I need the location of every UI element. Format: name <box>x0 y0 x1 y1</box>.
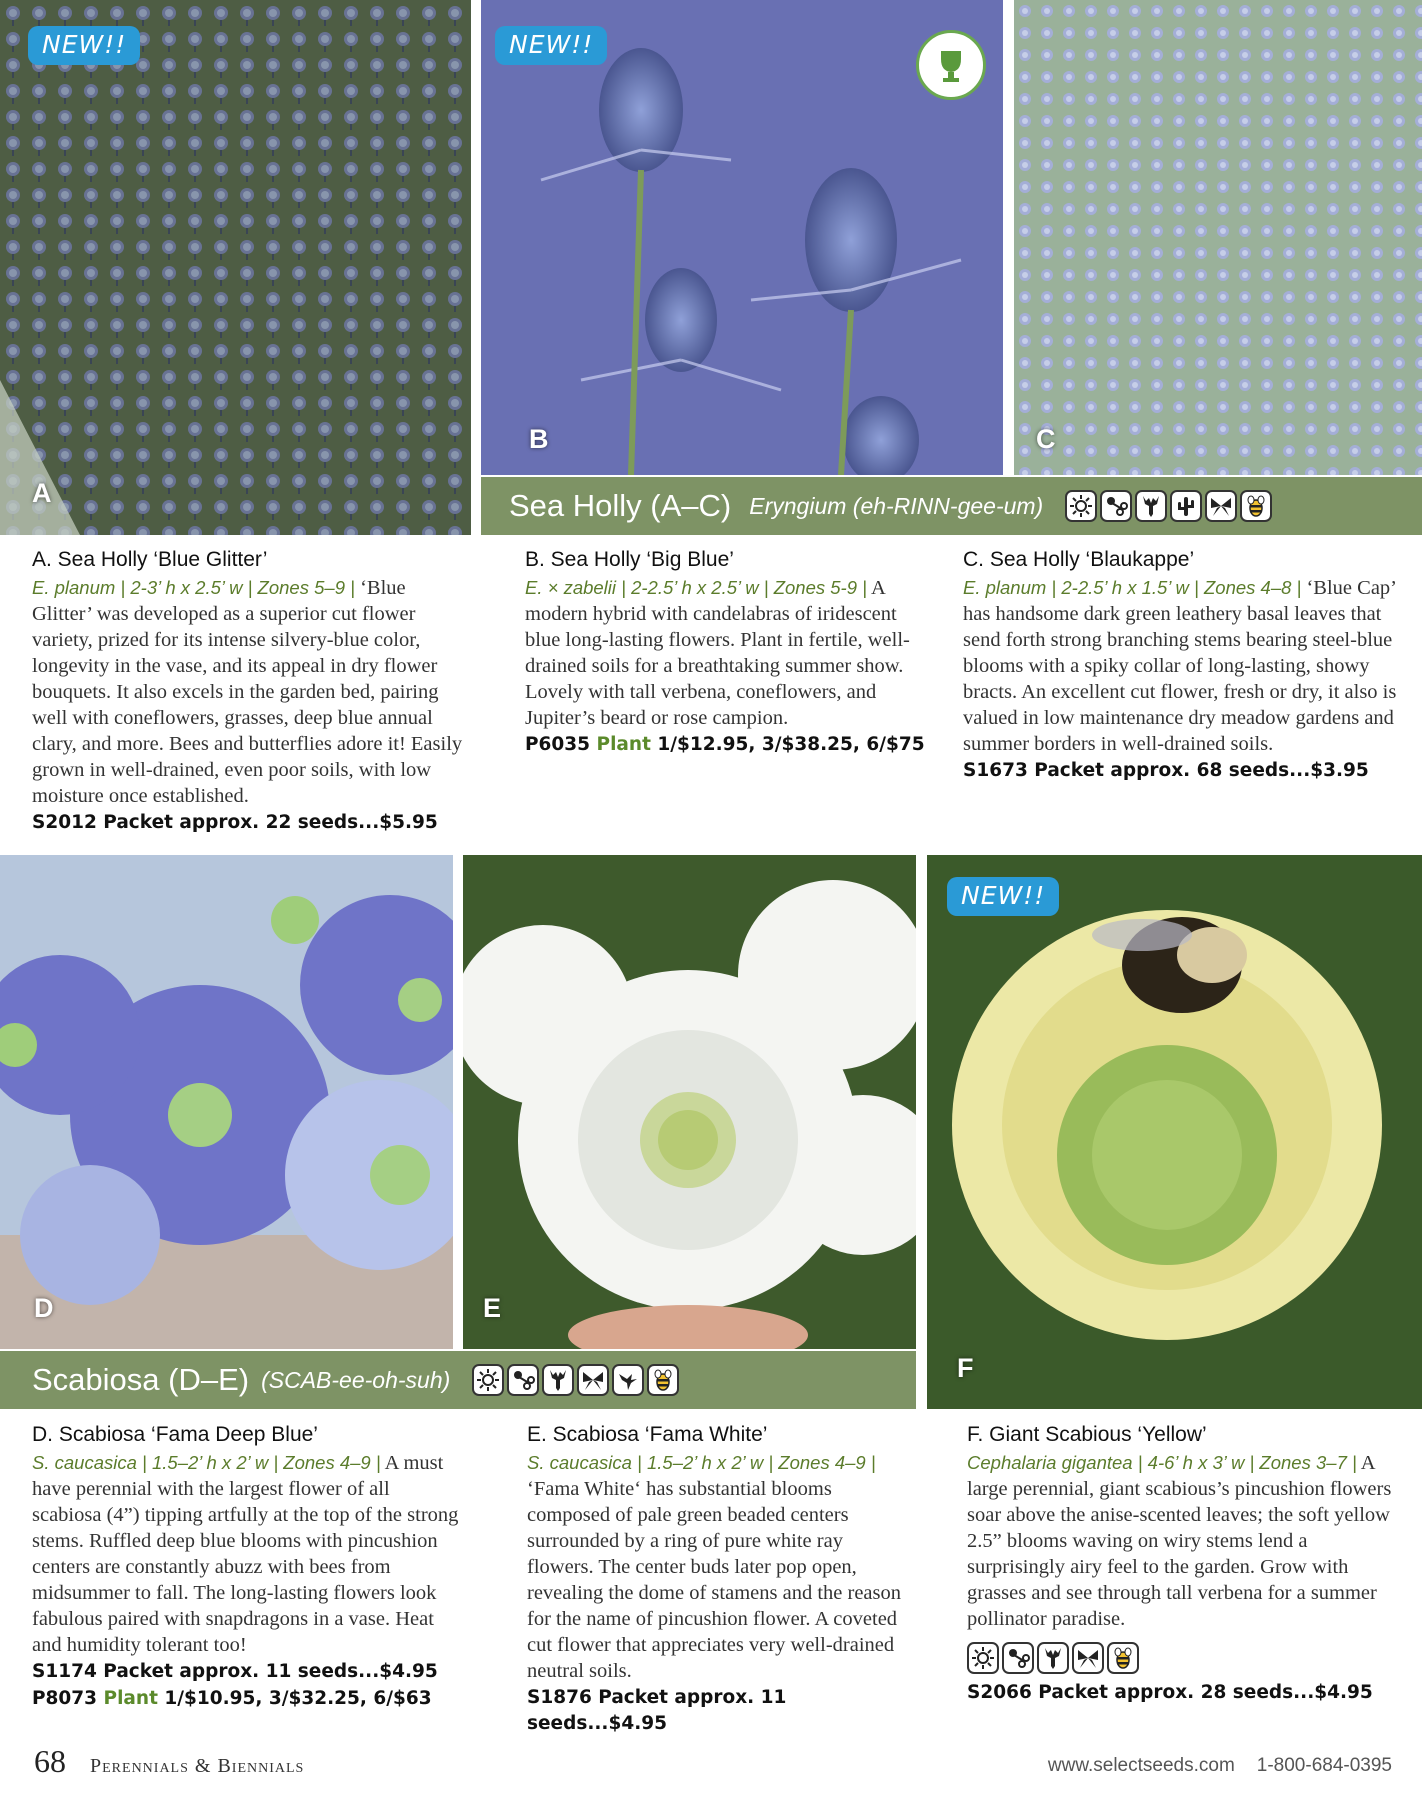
photo-letter-b: B <box>529 424 549 454</box>
attribute-icons <box>967 1642 1392 1674</box>
product-entry-b <box>525 547 925 758</box>
photo-scabiosa-fama-white <box>463 855 916 1349</box>
product-specs: Cephalaria gigantea | 4-6’ h x 3’ w | Zones 3–7 | <box>967 1452 1357 1473</box>
price-line: S1876 Packet approx. 11 seeds...$4.95 <box>527 1687 787 1734</box>
deer-resistant-icon <box>542 1364 574 1396</box>
plant-label: Plant <box>103 1688 158 1709</box>
group-latin-name: Eryngium (eh-RINN-gee-um) <box>749 492 1044 519</box>
group-latin-name: (SCAB-ee-oh-suh) <box>261 1366 451 1393</box>
price-line: S1673 Packet approx. 68 seeds...$3.95 <box>963 760 1369 781</box>
product-specs: E. planum | 2-2.5’ h x 1.5’ w | Zones 4–8 | <box>963 577 1302 598</box>
price-line <box>32 1686 464 1712</box>
item-code: P6035 <box>525 734 591 755</box>
price-line: S1174 Packet approx. 11 seeds...$4.95 <box>32 1661 438 1682</box>
product-entry-d <box>32 1422 464 1712</box>
product-description: A must have perennial with the largest flower of all scabiosa (4”) tipping artfully at the top of the strong stems. Ruffled deep blue blooms with pincushion centers are constantly abuzz with bees from midsummer to fall. The long-lasting flowers look fabulous paired with snapdragons in a vase. Heat and humidity tolerant too! <box>32 1452 459 1656</box>
scabiosa-fama-deep-blue-image <box>0 855 453 1349</box>
group-name: Sea Holly (A–C) <box>509 488 732 523</box>
product-title: A. Sea Holly ‘Blue Glitter’ <box>32 548 268 571</box>
product-entry-f <box>967 1422 1392 1706</box>
butterfly-icon <box>1072 1642 1104 1674</box>
product-description: ‘Blue Cap’ has handsome dark green leathery basal leaves that send forth strong branching stems bearing steel-blue blooms with a spiky collar of long-lasting, showy bracts. An excellent cut flower, fresh or dry, it also is valued in low maintenance dry meadow gardens and summer borders in well-drained soils. <box>963 577 1397 755</box>
photo-letter-d: D <box>34 1293 54 1323</box>
page-footer <box>0 1739 1422 1799</box>
product-title: F. Giant Scabious ‘Yellow’ <box>967 1423 1207 1446</box>
deer-resistant-icon <box>1135 490 1167 522</box>
sea-holly-blue-glitter-image <box>0 0 471 535</box>
section-title: Perennials & Biennials <box>90 1755 305 1777</box>
new-badge: NEW!! <box>28 26 140 65</box>
product-entry-e <box>527 1422 907 1737</box>
bee-icon <box>647 1364 679 1396</box>
product-description: A modern hybrid with candelabras of iridescent blue long-lasting flowers. Plant in fertile, well-drained soils for a breathtaking summer show. Lovely with tall verbena, coneflowers, and Jupiter’s beard or rose campion. <box>525 577 910 729</box>
bee-icon <box>1240 490 1272 522</box>
photo-scabiosa-fama-deep-blue <box>0 855 453 1349</box>
photo-sea-holly-big-blue <box>481 0 1003 475</box>
group-name: Scabiosa (D–E) <box>32 1362 250 1397</box>
price-options: 1/$10.95, 3/$32.25, 6/$63 <box>164 1688 432 1709</box>
price-line <box>525 732 925 758</box>
contact-info <box>1026 1755 1392 1777</box>
price-line: S2066 Packet approx. 28 seeds...$4.95 <box>967 1682 1373 1703</box>
product-description: ‘Fama White‘ has substantial blooms composed of pale green beaded centers surrounded by a ring of pure white ray flowers. The center buds later pop open, revealing the dome of stamens and the reason for the name of pincushion flower. A coveted cut flower that appreciates very well-drained neutral soils. <box>527 1478 901 1682</box>
phone-number: 1-800-684-0395 <box>1256 1755 1392 1776</box>
product-specs: E. planum | 2-3’ h x 2.5’ w | Zones 5–9 | <box>32 577 355 598</box>
product-title: C. Sea Holly ‘Blaukappe’ <box>963 548 1195 571</box>
scabiosa-group-band <box>0 1351 916 1409</box>
product-description: ‘Blue Glitter’ was developed as a superior cut flower variety, prized for its intense silvery-blue color, longevity in the vase, and its appeal in dry flower bouquets. It also excels in the garden bed, pairing well with coneflowers, grasses, deep blue annual clary, and more. Bees and butterflies adore it! Easily grown in well-drained, even poor soils, with low moisture once established. <box>32 577 463 807</box>
photo-sea-holly-blue-glitter <box>0 0 471 535</box>
cut-flower-icon <box>1002 1642 1034 1674</box>
photo-giant-scabious-yellow <box>927 855 1422 1409</box>
product-title: E. Scabiosa ‘Fama White’ <box>527 1423 768 1446</box>
trophy-icon <box>931 45 971 85</box>
product-entry-c <box>963 547 1403 784</box>
product-entry-a <box>32 547 470 836</box>
sun-icon <box>472 1364 504 1396</box>
sun-icon <box>1065 490 1097 522</box>
photo-letter-a: A <box>32 478 52 508</box>
butterfly-icon <box>577 1364 609 1396</box>
attribute-icons <box>1065 490 1272 522</box>
price-options: 1/$12.95, 3/$38.25, 6/$75 <box>657 734 925 755</box>
product-specs: E. × zabelii | 2-2.5’ h x 2.5’ w | Zones 5-9 | <box>525 577 867 598</box>
website-link[interactable]: www.selectseeds.com <box>1047 1755 1235 1776</box>
photo-sea-holly-blaukappe <box>1014 0 1422 475</box>
new-badge: NEW!! <box>947 877 1059 916</box>
product-specs: S. caucasica | 1.5–2’ h x 2’ w | Zones 4–9 | <box>32 1452 381 1473</box>
photo-letter-e: E <box>483 1293 502 1323</box>
cut-flower-icon <box>507 1364 539 1396</box>
bee-icon <box>1107 1642 1139 1674</box>
photo-letter-f: F <box>957 1353 974 1383</box>
butterfly-icon <box>1205 490 1237 522</box>
product-title: D. Scabiosa ‘Fama Deep Blue’ <box>32 1423 318 1446</box>
hummingbird-icon <box>612 1364 644 1396</box>
rhs-award-badge <box>916 30 986 100</box>
sun-icon <box>967 1642 999 1674</box>
sea-holly-blaukappe-image <box>1014 0 1422 475</box>
new-badge: NEW!! <box>495 26 607 65</box>
item-code: P8073 <box>32 1688 98 1709</box>
product-specs: S. caucasica | 1.5–2’ h x 2’ w | Zones 4–9 | <box>527 1452 876 1473</box>
product-title: B. Sea Holly ‘Big Blue’ <box>525 548 734 571</box>
attribute-icons <box>472 1364 679 1396</box>
deer-resistant-icon <box>1037 1642 1069 1674</box>
giant-scabious-yellow-image <box>927 855 1422 1409</box>
price-line: S2012 Packet approx. 22 seeds...$5.95 <box>32 812 438 833</box>
drought-tolerant-icon <box>1170 490 1202 522</box>
sea-holly-group-band <box>481 477 1422 535</box>
product-description: A large perennial, giant scabious’s pincushion flowers soar above the anise-scented leaves; the soft yellow 2.5” blooms waving on wiry stems lend a surprisingly airy feel to the garden. Grow with grasses and see through tall verbena for a summer pollinator paradise. <box>967 1452 1392 1630</box>
plant-label: Plant <box>596 734 651 755</box>
page-number: 68 <box>34 1743 66 1779</box>
scabiosa-fama-white-image <box>463 855 916 1349</box>
photo-letter-c: C <box>1036 424 1056 454</box>
cut-flower-icon <box>1100 490 1132 522</box>
